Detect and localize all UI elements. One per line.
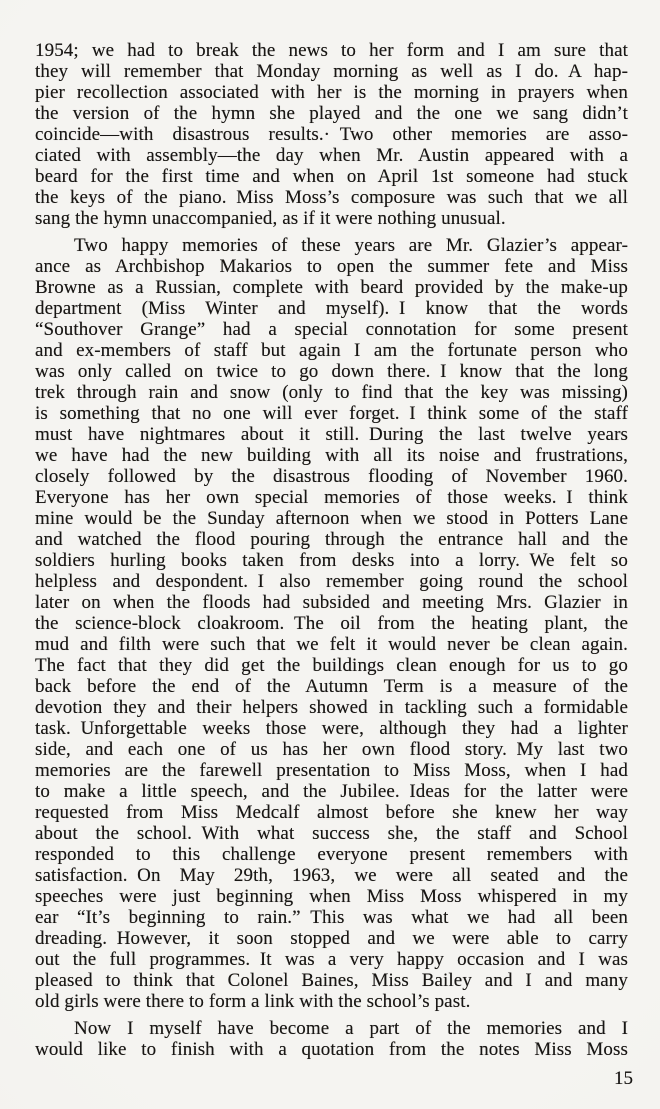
text-line: old girls were there to form a link with the school’s past. — [35, 991, 471, 1012]
text-line: must have nightmares about it still. During the last twelve years — [35, 424, 628, 445]
text-line: mine would be the Sunday afternoon when we stood in Potters Lane — [35, 508, 628, 529]
text-line: to make a little speech, and the Jubilee. Ideas for the latter were — [35, 781, 628, 802]
text-line: helpless and despondent. I also remember going round the school — [35, 571, 628, 592]
text-line: responded to this challenge everyone present remembers with — [35, 844, 628, 865]
text-line: later on when the floods had subsided and meeting Mrs. Glazier in — [35, 592, 628, 613]
text-line: about the school. With what success she, the staff and School — [35, 823, 628, 844]
text-line: Everyone has her own special memories of those weeks. I think — [35, 487, 628, 508]
text-line: “Southover Grange” had a special connotation for some present — [35, 319, 628, 340]
text-line: ciated with assembly—the day when Mr. Austin appeared with a — [35, 145, 628, 166]
paragraph — [35, 235, 628, 1012]
text-line: dreading. However, it soon stopped and we were able to carry — [35, 928, 628, 949]
text-line: ance as Archbishop Makarios to open the summer fete and Miss — [35, 256, 628, 277]
text-line: satisfaction. On May 29th, 1963, we were all seated and the — [35, 865, 628, 886]
text-line: closely followed by the disastrous flooding of November 1960. — [35, 466, 628, 487]
text-line: devotion they and their helpers showed in tackling such a formidable — [35, 697, 628, 718]
text-line: beard for the first time and when on April 1st someone had stuck — [35, 166, 628, 187]
text-line: sang the hymn unaccompanied, as if it were nothing unusual. — [35, 208, 506, 229]
text-line: Two happy memories of these years are Mr. Glazier’s appear- — [74, 235, 628, 256]
text-line: mud and filth were such that we felt it would never be clean again. — [35, 634, 628, 655]
text-line: and watched the flood pouring through the entrance hall and the — [35, 529, 628, 550]
text-line: Now I myself have become a part of the memories and I — [74, 1018, 628, 1039]
text-line: is something that no one will ever forget. I think some of the staff — [35, 403, 628, 424]
text-line: the science-block cloakroom. The oil from the heating plant, the — [35, 613, 628, 634]
text-line: department (Miss Winter and myself). I know that the words — [35, 298, 628, 319]
text-line: out the full programmes. It was a very happy occasion and I was — [35, 949, 628, 970]
text-line: soldiers hurling books taken from desks into a lorry. We felt so — [35, 550, 628, 571]
page-number: 15 — [614, 1068, 633, 1089]
text-line: the keys of the piano. Miss Moss’s composure was such that we all — [35, 187, 628, 208]
text-line: they will remember that Monday morning as well as I do. A hap- — [35, 61, 628, 82]
text-line: would like to finish with a quotation from the notes Miss Moss — [35, 1039, 628, 1060]
text-line: The fact that they did get the buildings clean enough for us to go — [35, 655, 628, 676]
text-line: was only called on twice to go down there. I know that the long — [35, 361, 628, 382]
paragraph — [35, 40, 628, 229]
text-line: the version of the hymn she played and the one we sang didn’t — [35, 103, 628, 124]
text-line: ear “It’s beginning to rain.” This was what we had all been — [35, 907, 628, 928]
text-line: and ex-members of staff but again I am the fortunate person who — [35, 340, 628, 361]
text-line: pleased to think that Colonel Baines, Miss Bailey and I and many — [35, 970, 628, 991]
text-line: memories are the farewell presentation to Miss Moss, when I had — [35, 760, 628, 781]
text-line: side, and each one of us has her own flood story. My last two — [35, 739, 628, 760]
text-line: back before the end of the Autumn Term is a measure of the — [35, 676, 628, 697]
text-line: pier recollection associated with her is the morning in prayers when — [35, 82, 628, 103]
text-line: speeches were just beginning when Miss Moss whispered in my — [35, 886, 628, 907]
text-line: trek through rain and snow (only to find that the key was missing) — [35, 382, 628, 403]
paragraph — [35, 1018, 628, 1060]
text-line: 1954; we had to break the news to her form and I am sure that — [35, 40, 628, 61]
text-line: Browne as a Russian, complete with beard provided by the make-up — [35, 277, 628, 298]
text-line: task. Unforgettable weeks those were, although they had a lighter — [35, 718, 628, 739]
text-block — [35, 40, 628, 1060]
text-line: requested from Miss Medcalf almost before she knew her way — [35, 802, 628, 823]
text-line: coincide—with disastrous results.· Two other memories are asso- — [35, 124, 628, 145]
text-line: we have had the new building with all its noise and frustrations, — [35, 445, 628, 466]
